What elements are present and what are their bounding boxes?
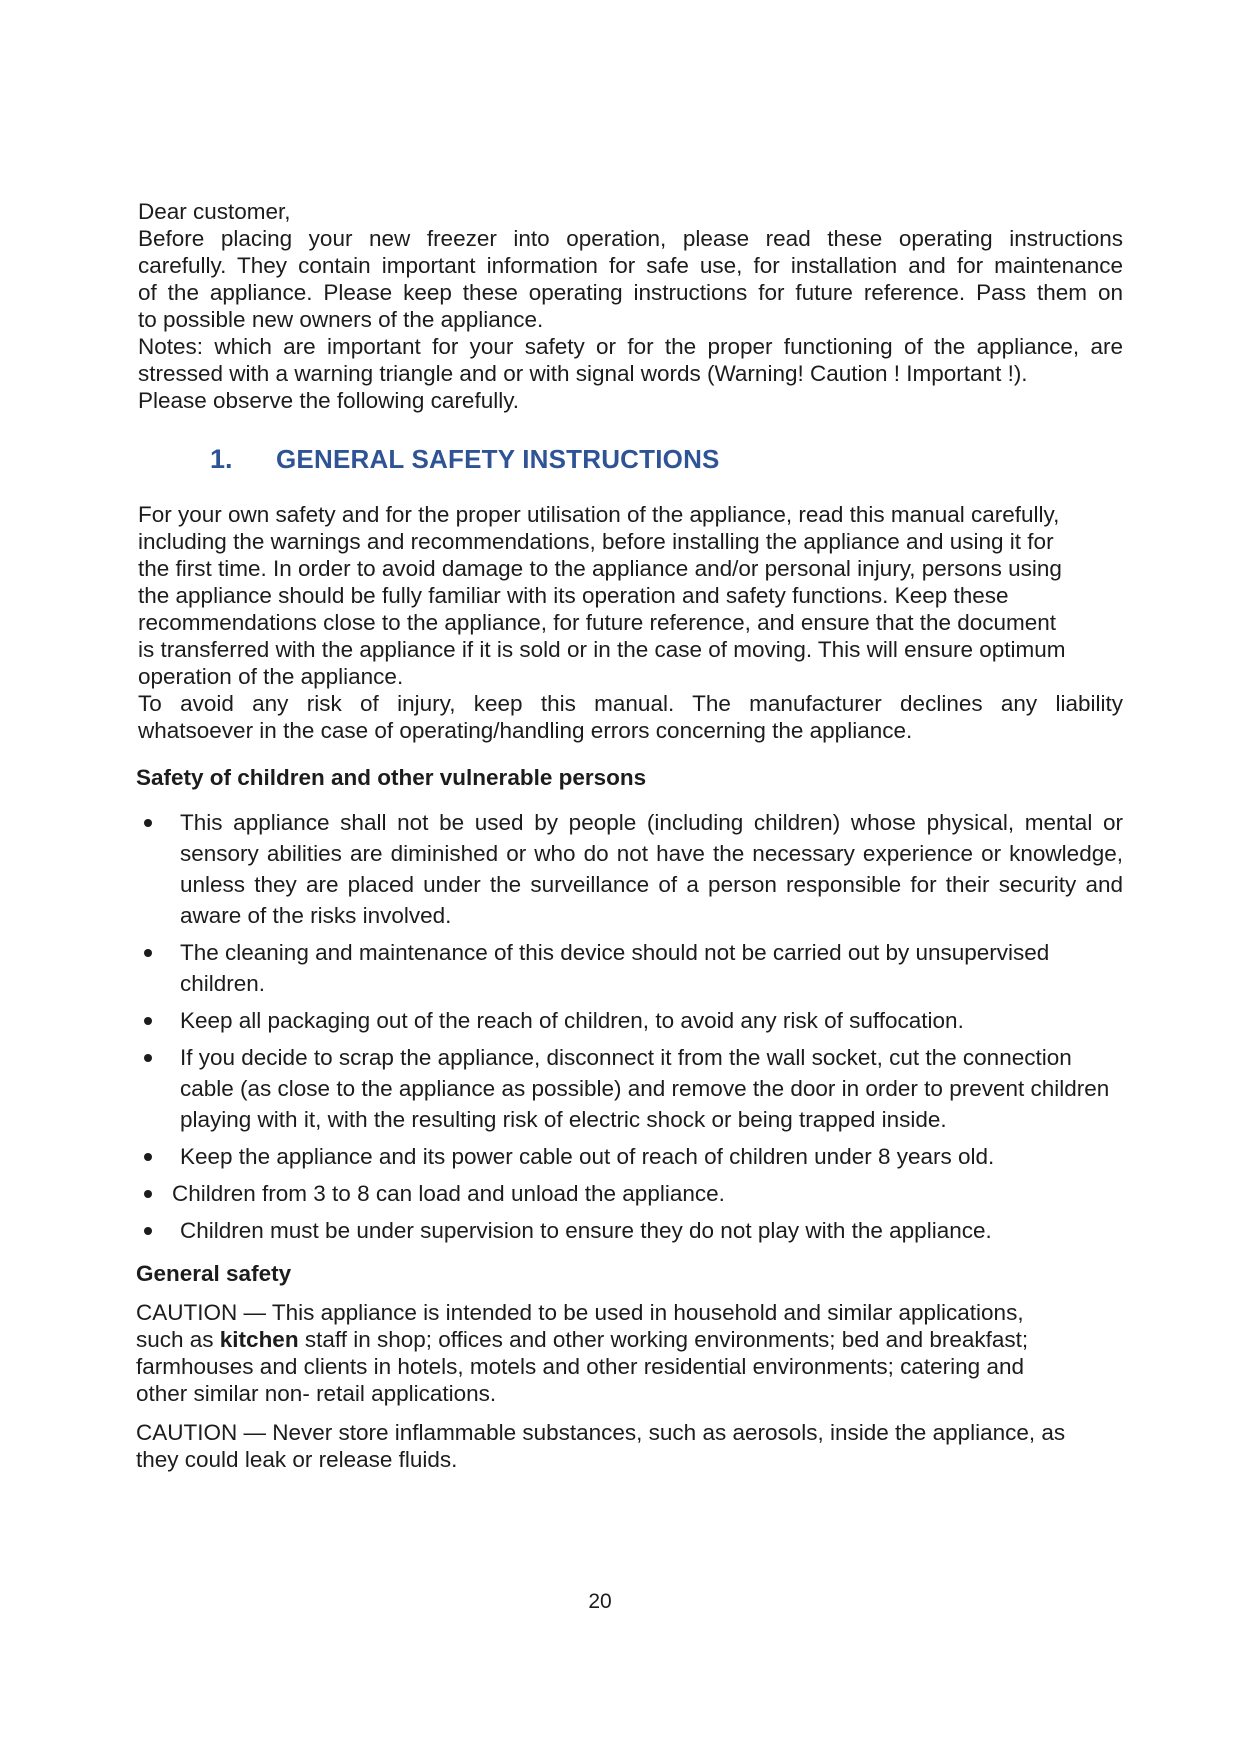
list-item-text: If you decide to scrap the appliance, disconnect it from the wall socket, cut the connection cable (as close to the appliance as possible) and remove the door in order to prevent children playing with it, with the resulting risk of electric shock or being trapped inside. — [180, 1045, 1110, 1132]
body-line: including the warnings and recommendations, before installing the appliance and using it for — [138, 529, 1054, 554]
body-line: For your own safety and for the proper utilisation of the appliance, read this manual carefully, — [138, 502, 1060, 527]
bullet-icon — [144, 1190, 152, 1198]
list-item-text: The cleaning and maintenance of this device should not be carried out by unsupervised children. — [180, 940, 1050, 996]
notes-line: Please observe the following carefully. — [138, 388, 520, 413]
body-line: the appliance should be fully familiar with its operation and safety functions. Keep these — [138, 583, 1009, 608]
intro-paragraph — [138, 225, 1123, 333]
list-item-text: Keep the appliance and its power cable out of reach of children under 8 years old. — [180, 1144, 995, 1169]
avoid-paragraph — [138, 690, 1123, 744]
list-item — [138, 1005, 1123, 1036]
bullet-icon — [144, 1153, 152, 1161]
children-safety-list — [138, 807, 1123, 1246]
caution-line — [136, 1326, 1123, 1353]
caution-line: they could leak or release fluids. — [136, 1447, 458, 1472]
section-title: GENERAL SAFETY INSTRUCTIONS — [276, 444, 720, 474]
bullet-icon — [144, 819, 152, 827]
bullet-icon — [144, 1017, 152, 1025]
section-number: 1. — [210, 444, 233, 474]
intro-line: of the appliance. Please keep these operating instructions for future reference. Pass them on — [138, 280, 1123, 305]
intro-line: to possible new owners of the appliance. — [138, 307, 544, 332]
notes-paragraph — [138, 333, 1123, 414]
caution-line: other similar non- retail applications. — [136, 1381, 497, 1406]
list-item — [138, 1215, 1123, 1246]
list-item — [138, 1178, 1123, 1209]
caution-household — [136, 1299, 1123, 1407]
section-heading — [210, 444, 1123, 475]
list-item-text: Children must be under supervision to ensure they do not play with the appliance. — [180, 1218, 992, 1243]
bullet-icon — [144, 949, 152, 957]
notes-line: Notes: which are important for your safety or for the proper functioning of the appliance, are — [138, 334, 1123, 359]
caution-line: CAUTION — Never store inflammable substances, such as aerosols, inside the appliance, as — [136, 1420, 1066, 1445]
bullet-icon — [144, 1054, 152, 1062]
list-item — [138, 807, 1123, 931]
general-safety-heading: General safety — [136, 1261, 292, 1286]
avoid-line: whatsoever in the case of operating/handling errors concerning the appliance. — [138, 718, 913, 743]
list-item-text: Keep all packaging out of the reach of children, to avoid any risk of suffocation. — [180, 1008, 964, 1033]
list-item — [138, 1141, 1123, 1172]
page-number: 20 — [588, 1590, 612, 1613]
body-line: recommendations close to the appliance, for future reference, and ensure that the document — [138, 610, 1057, 635]
intro-line: carefully. They contain important information for safe use, for installation and for maintenance — [138, 253, 1123, 278]
caution-text: staff in shop; offices and other working environments; bed and breakfast; — [298, 1327, 1029, 1352]
bullet-icon — [144, 1227, 152, 1235]
children-safety-heading: Safety of children and other vulnerable persons — [136, 765, 647, 790]
caution-text: such as — [136, 1327, 220, 1352]
body-line: is transferred with the appliance if it is sold or in the case of moving. This will ensure optimum — [138, 637, 1066, 662]
list-item-text: Children from 3 to 8 can load and unload the appliance. — [172, 1181, 725, 1206]
body-line: operation of the appliance. — [138, 664, 404, 689]
list-item — [138, 937, 1123, 999]
caution-line: farmhouses and clients in hotels, motels and other residential environments; catering and — [136, 1354, 1024, 1379]
section-body — [138, 501, 1123, 690]
caution-inflammable — [136, 1419, 1123, 1473]
avoid-line: To avoid any risk of injury, keep this manual. The manufacturer declines any liability — [138, 691, 1123, 716]
list-item — [138, 1042, 1123, 1135]
notes-line: stressed with a warning triangle and or with signal words (Warning! Caution ! Important !). — [138, 361, 1028, 386]
intro-line: Before placing your new freezer into operation, please read these operating instructions — [138, 226, 1123, 251]
page-content — [138, 198, 1123, 1485]
greeting: Dear customer, — [138, 199, 291, 224]
caution-bold-word: kitchen — [219, 1327, 299, 1352]
list-item-text: This appliance shall not be used by people (including children) whose physical, mental or sensory abilities are diminished or who do not have the necessary experience or knowledge, unless they are placed under the surveillance of a person responsible for their security and aware of the risks involved. — [180, 810, 1123, 928]
caution-line: CAUTION — This appliance is intended to be used in household and similar applications, — [136, 1300, 1024, 1325]
body-line: the first time. In order to avoid damage to the appliance and/or personal injury, persons using — [138, 556, 1062, 581]
